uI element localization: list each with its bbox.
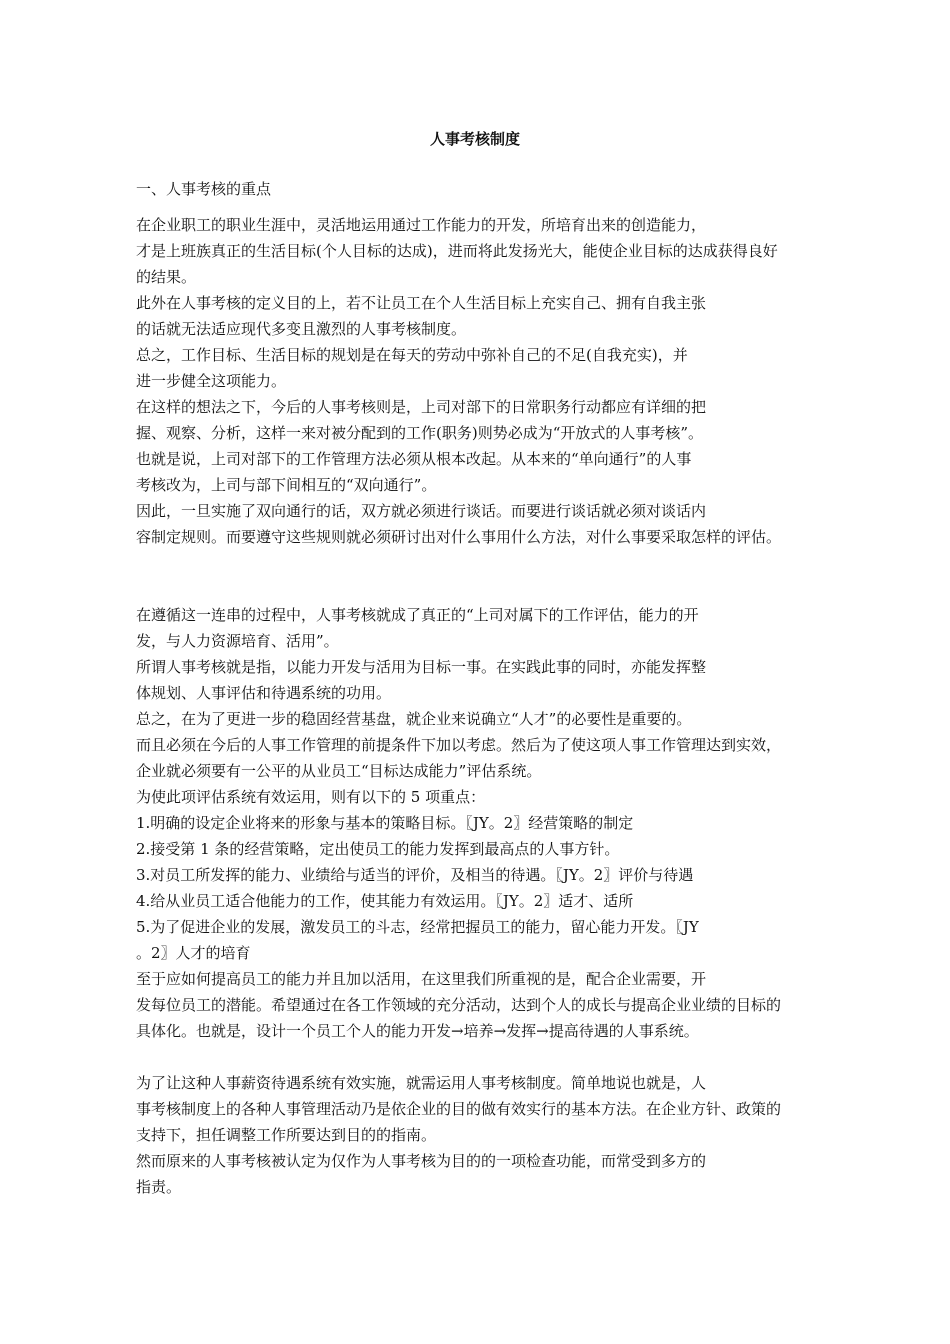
text-line: 而且必须在今后的人事工作管理的前提条件下加以考虑。然后为了使这项人事工作管理达到实效， <box>136 736 782 754</box>
text-line: 体规划、人事评估和待遇系统的功用。 <box>136 684 392 702</box>
text-line: 为使此项评估系统有效运用，则有以下的 5 项重点： <box>136 788 486 806</box>
text-line: 在企业职工的职业生涯中，灵活地运用通过工作能力的开发，所培育出来的创造能力， <box>136 216 707 234</box>
list-item: 5.为了促进企业的发展，激发员工的斗志，经常把握员工的能力，留心能力开发。〖JY <box>136 918 699 936</box>
section-heading: 一、人事考核的重点 <box>136 180 272 198</box>
text-line: 事考核制度上的各种人事管理活动乃是依企业的目的做有效实行的基本方法。在企业方针、政策的 <box>136 1100 782 1118</box>
list-item: 4.给从业员工适合他能力的工作，使其能力有效运用。〖JY。2〗适才、适所 <box>136 892 634 910</box>
text-line: 的话就无法适应现代多变且激烈的人事考核制度。 <box>136 320 467 338</box>
paragraph-block-2 <box>136 602 866 1044</box>
text-line: 企业就必须要有一公平的从业员工“目标达成能力”评估系统。 <box>136 762 542 780</box>
text-line: 具体化。也就是，设计一个员工个人的能力开发→培养→发挥→提高待遇的人事系统。 <box>136 1022 699 1040</box>
text-line: 考核改为，上司与部下间相互的“双向通行”。 <box>136 476 437 494</box>
paragraph-spacer <box>136 1044 866 1070</box>
text-line: 握、观察、分析，这样一来对被分配到的工作(职务)则势必成为“开放式的人事考核”。 <box>136 424 704 442</box>
list-item: 2.接受第 1 条的经营策略，定出使员工的能力发挥到最高点的人事方针。 <box>136 840 620 858</box>
text-line: 。2〗人才的培育 <box>136 944 251 962</box>
text-line: 总之，在为了更进一步的稳固经营基盘，就企业来说确立“人才”的必要性是重要的。 <box>136 710 692 728</box>
document-body <box>136 212 866 1200</box>
text-line: 进一步健全这项能力。 <box>136 372 287 390</box>
text-line: 才是上班族真正的生活目标(个人目标的达成)，进而将此发扬光大，能使企业目标的达成获得良好 <box>136 242 778 260</box>
list-item: 3.对员工所发挥的能力、业绩给与适当的评价，及相当的待遇。〖JY。2〗评价与待遇 <box>136 866 694 884</box>
text-line: 此外在人事考核的定义目的上，若不让员工在个人生活目标上充实自己、拥有自我主张 <box>136 294 707 312</box>
text-line: 然而原来的人事考核被认定为仅作为人事考核为目的的一项检查功能，而常受到多方的 <box>136 1152 707 1170</box>
paragraph-spacer <box>136 550 866 602</box>
text-line: 至于应如何提高员工的能力并且加以活用，在这里我们所重视的是，配合企业需要，开 <box>136 970 707 988</box>
list-item: 1.明确的设定企业将来的形象与基本的策略目标。〖JY。2〗经营策略的制定 <box>136 814 634 832</box>
text-line: 容制定规则。而要遵守这些规则就必须研讨出对什么事用什么方法，对什么事要采取怎样的评估。 <box>136 528 782 546</box>
text-line: 在遵循这一连串的过程中，人事考核就成了真正的“上司对属下的工作评估，能力的开 <box>136 606 699 624</box>
paragraph-block-1 <box>136 212 866 550</box>
text-line: 所谓人事考核就是指，以能力开发与活用为目标一事。在实践此事的同时，亦能发挥整 <box>136 658 707 676</box>
paragraph-block-3 <box>136 1070 866 1200</box>
text-line: 指责。 <box>136 1178 182 1196</box>
text-line: 也就是说，上司对部下的工作管理方法必须从根本改起。从本来的“单向通行”的人事 <box>136 450 692 468</box>
text-line: 在这样的想法之下，今后的人事考核则是，上司对部下的日常职务行动都应有详细的把 <box>136 398 707 416</box>
document-title: 人事考核制度 <box>429 130 520 148</box>
text-line: 为了让这种人事薪资待遇系统有效实施，就需运用人事考核制度。简单地说也就是，人 <box>136 1074 707 1092</box>
text-line: 支持下，担任调整工作所要达到目的的指南。 <box>136 1126 437 1144</box>
text-line: 发每位员工的潜能。希望通过在各工作领域的充分活动，达到个人的成长与提高企业业绩的目标的 <box>136 996 782 1014</box>
text-line: 总之，工作目标、生活目标的规划是在每天的劳动中弥补自己的不足(自我充实)，并 <box>136 346 688 364</box>
text-line: 的结果。 <box>136 268 197 286</box>
text-line: 因此，一旦实施了双向通行的话，双方就必须进行谈话。而要进行谈话就必须对谈话内 <box>136 502 707 520</box>
text-line: 发，与人力资源培育、活用”。 <box>136 632 339 650</box>
